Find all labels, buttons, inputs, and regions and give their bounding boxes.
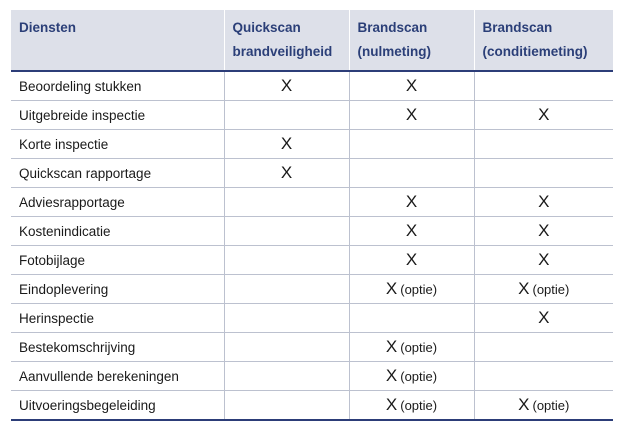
table-row: [11, 391, 613, 421]
header-line: brandveiligheid: [232, 44, 333, 59]
table-row: [11, 362, 613, 391]
availability-cell: [474, 304, 613, 333]
header-line: (nulmeting): [357, 44, 431, 59]
availability-cell: [474, 362, 613, 391]
availability-cell: [474, 188, 613, 217]
table-row: [11, 101, 613, 130]
services-table: [11, 10, 613, 421]
check-mark: X: [518, 279, 530, 298]
availability-cell: [349, 159, 474, 188]
option-note: (optie): [400, 369, 438, 384]
check-mark: X: [405, 221, 418, 240]
check-mark: X: [405, 76, 418, 95]
option-note: (optie): [400, 340, 438, 355]
availability-cell: [224, 130, 349, 159]
header-diensten: [11, 10, 224, 71]
availability-cell: [474, 246, 613, 275]
availability-cell: [224, 275, 349, 304]
availability-cell: [224, 217, 349, 246]
service-name-cell: Kostenindicatie: [11, 217, 224, 246]
table-row: [11, 71, 613, 101]
availability-cell: [224, 333, 349, 362]
table-body: [11, 71, 613, 420]
check-mark: X: [280, 134, 293, 153]
table-row: [11, 333, 613, 362]
option-note: (optie): [400, 398, 438, 413]
option-note: (optie): [400, 282, 438, 297]
availability-cell: [349, 246, 474, 275]
availability-cell: [224, 101, 349, 130]
table-row: [11, 159, 613, 188]
check-mark: X: [280, 76, 293, 95]
table-row: [11, 217, 613, 246]
service-name-cell: Beoordeling stukken: [11, 71, 224, 101]
check-mark: X: [538, 221, 550, 240]
service-name-cell: Fotobijlage: [11, 246, 224, 275]
availability-cell: [349, 101, 474, 130]
check-mark: X: [538, 308, 550, 327]
header-line: Brandscan: [357, 20, 428, 35]
availability-cell: [349, 217, 474, 246]
header-line: (conditiemeting): [482, 44, 588, 59]
service-name-cell: Uitgebreide inspectie: [11, 101, 224, 130]
availability-cell: [474, 333, 613, 362]
option-note: (optie): [532, 282, 570, 297]
table-row: [11, 130, 613, 159]
check-mark: X: [518, 395, 530, 414]
availability-cell: [474, 101, 613, 130]
service-name-cell: Adviesrapportage: [11, 188, 224, 217]
service-name-cell: Bestekomschrijving: [11, 333, 224, 362]
check-mark: X: [385, 366, 398, 385]
header-row: [11, 10, 613, 71]
availability-cell: [224, 246, 349, 275]
availability-cell: [474, 217, 613, 246]
service-name-cell: Quickscan rapportage: [11, 159, 224, 188]
check-mark: X: [538, 250, 550, 269]
availability-cell: [474, 71, 613, 101]
check-mark: X: [385, 337, 398, 356]
header-quickscan: [224, 10, 349, 71]
availability-cell: [349, 304, 474, 333]
availability-cell: [349, 275, 474, 304]
availability-cell: [349, 362, 474, 391]
table-row: [11, 275, 613, 304]
header-line: Brandscan: [482, 20, 553, 35]
availability-cell: [224, 71, 349, 101]
header-brandscan-conditiemeting: [474, 10, 613, 71]
check-mark: X: [538, 192, 550, 211]
service-name-cell: Eindoplevering: [11, 275, 224, 304]
option-note: (optie): [532, 398, 570, 413]
availability-cell: [224, 391, 349, 421]
availability-cell: [224, 304, 349, 333]
check-mark: X: [385, 279, 398, 298]
availability-cell: [224, 188, 349, 217]
availability-cell: [349, 130, 474, 159]
availability-cell: [349, 71, 474, 101]
service-name-cell: Korte inspectie: [11, 130, 224, 159]
header-line: Quickscan: [232, 20, 301, 35]
check-mark: X: [405, 192, 418, 211]
service-name-cell: Uitvoeringsbegeleiding: [11, 391, 224, 421]
table-row: [11, 188, 613, 217]
table-row: [11, 304, 613, 333]
check-mark: X: [280, 163, 293, 182]
check-mark: X: [405, 105, 418, 124]
availability-cell: [474, 159, 613, 188]
availability-cell: [224, 159, 349, 188]
header-brandscan-nulmeting: [349, 10, 474, 71]
check-mark: X: [405, 250, 418, 269]
service-name-cell: Aanvullende berekeningen: [11, 362, 224, 391]
availability-cell: [474, 391, 613, 421]
table-row: [11, 246, 613, 275]
availability-cell: [349, 188, 474, 217]
availability-cell: [224, 362, 349, 391]
check-mark: X: [538, 105, 550, 124]
availability-cell: [474, 275, 613, 304]
service-name-cell: Herinspectie: [11, 304, 224, 333]
availability-cell: [474, 130, 613, 159]
header-line: Diensten: [19, 20, 77, 35]
check-mark: X: [385, 395, 398, 414]
availability-cell: [349, 391, 474, 421]
availability-cell: [349, 333, 474, 362]
